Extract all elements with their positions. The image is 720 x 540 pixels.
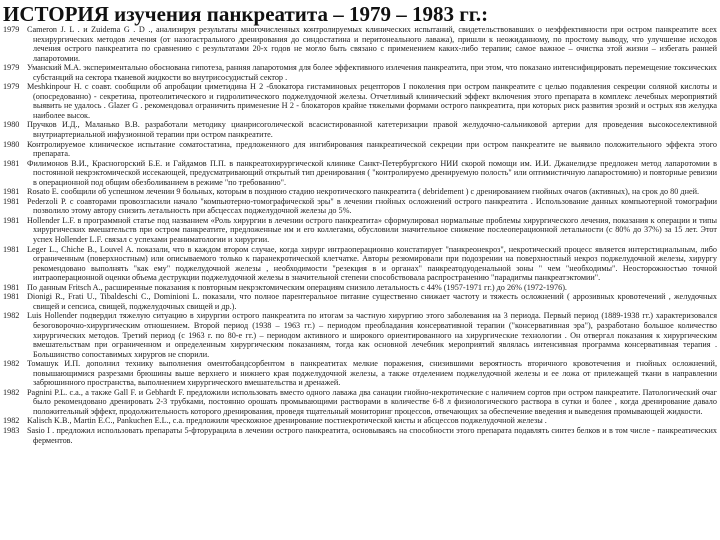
- history-entry: [3, 25, 717, 63]
- entry-year: 1980: [3, 120, 20, 130]
- entry-year: 1981: [3, 244, 20, 254]
- history-entry: [3, 283, 717, 293]
- slide-title: ИСТОРИЯ изучения панкреатита – 1979 – 1983 гг.:: [3, 2, 489, 26]
- history-entry: [3, 416, 717, 426]
- entry-text: Филимонов В.И., Красногорский Б.Е. и Гайдамов П.П. в панкреатохирургической клинике Санкт-Петербургского НИИ скорой помощи им. И.И. Джанелидзе предложен метод лапаротомии в постоянной некрэктомической иссекающей, предусматривающий открытый тип дренирования ( "контролируемо дренируемую полость" или оптимистичную лапаростомию) и повторные ревизии в операционной под общим обезболиванием в режиме "по требованию".: [27, 158, 717, 187]
- history-entry: [3, 388, 717, 417]
- entry-year: 1981: [3, 282, 20, 292]
- entry-year: 1982: [3, 416, 20, 426]
- entry-text: Cameron J. L . и Zuidema G . D ., анализируя результаты многочисленных контролируемых клинических испытаний, свидетельствовавших о неэффективности при остром панкреатите всех нехирургических методов лечения (от назогастрального дренирования до синдостатина и перитонеального лаважа), пришли к неожиданному, по простому выводу, что улучшение исходов лечения острого панкреатита по сравнению с результатами 20-х годов не могло быть связано с применением каких-либо терапии; самое важное – очистка этой жизни – избегать ранней лапаротомии.: [27, 25, 717, 63]
- entry-year: 1981: [3, 196, 20, 206]
- entry-text: Rosato E. сообщили об успешном лечении 9 больных, которым в позднюю стадию некротического панкреатита ( debridement ) с дренированием гнойных очагов (активных), на срок до 80 дней.: [27, 187, 700, 197]
- entry-year: 1979: [3, 25, 20, 34]
- history-entry: [3, 159, 717, 188]
- entry-text: Sasio I . предложил использовать препараты 5-фторурацила в лечении острого панкреатита, основываясь на способности этого препарата подавлять синтез белков и в том числе - панкреатических ферментов.: [27, 425, 717, 445]
- history-entry: [3, 245, 717, 283]
- entry-year: 1983: [3, 425, 20, 435]
- entry-year: 1981: [3, 158, 20, 168]
- history-entry: [3, 82, 717, 120]
- history-entries: [0, 25, 720, 445]
- history-entry: [3, 63, 717, 82]
- entry-year: 1979: [3, 63, 20, 73]
- entry-text: Luis Hollender подвердил тяжелую ситуацию в хирургии острого панкреатита по итогам за частную хирургию этого заболевания на 3 периода. Первый период (1889-1938 гг.) характеризовался безоговорочно-хирургическим отношением. Второй период (1938 – 1963 гг.) – периодом преобладания консервативной терапии ("консервативная эра"), разработано большое количество хирургических методов. Третий период (с 1963 г. по 80-е гг.) – периодом активного и широкого ориентированного на хирургические технологии . Он отвергал показания к хирургическим вмешательствам при ограниченном и определенным хирургическим показаниям, тогда как основной лечебник мероприятий являлась интенсивная программа консервативная терапия . Большинство сопоставимых хирургов не спорили.: [27, 311, 717, 359]
- entry-text: Leger L., Chiche B., Louvel A. показали, что в каждом втором случае, когда хирург интраоперационно констатирует "панкреонекроз", некротический процесс является интерстициальным, либо ограниченным (поверхностным) или описываемого только к паранекротической клетчатке. Авторы резюмировали при подозрении на поверхностный некроз поджелудочной железы, хирургу рекомендовано выполнять "как ему" поджелудочной железы , необходимости "резекция в и органах" панкреатодуоденальной зоны " чем "необходимы". Неосторожностью точной интраоперационной оценки объема деструкции поджелудочной железы в значительной степени способствовала распространению "парадигмы панкреатэктомии".: [27, 244, 717, 283]
- entry-text: Pederzoli P. с соавторами провозгласили начало "компьютерно-томографической эры" в лечении гнойных осложнений острого панкреатита . Использование данных компьютерной томографии позволило этому автору снизить летальность при абсцессах поджелудочной железы до 5%.: [27, 196, 717, 216]
- history-entry: [3, 426, 717, 445]
- history-entry: [3, 292, 717, 311]
- entry-text: По данным Fritsch A., расширенные показания к повторным некрэктомическим операциям снизило летальность с 44% (1957-1971 гг.) до 26% (1972-1976).: [27, 282, 567, 292]
- entry-year: 1982: [3, 359, 20, 369]
- entry-text: Meshkinpour H. с соавт. сообщили об апробации циметидина Н 2 -блокатора гистаминовых рецепторов I поколения при остром панкреатите с целью подавления секреции соляной кислоты и (опосредованно) - секретина, протеолитического и гидролитического поджелудочной железы. Отчетливый клинический эффект включения этого препарата в комплекс лечебных мероприятий выявить не удалось . Glazer G . рекомендовал ограничить применение Н 2 - блокаторов крайне тяжелыми формами острого панкреатита, при которых риск развития эрозий и острых язв желудка наиболее высок.: [27, 82, 717, 120]
- entry-year: 1982: [3, 387, 20, 397]
- entry-year: 1981: [3, 215, 20, 225]
- history-entry: [3, 197, 717, 216]
- entry-text: Pagnini P.L. с.а., а также Gall F. и Gebhardt F. предложили использовать вместо одного лаважа два санации гнойно-некротические с наличием сортов при остром панкреатите. Патологический очаг было рекомендовано дренировать 2-3 трубками, постоянно орошать промывающими растворами в количестве 6-8 л физиологического раствора в сутки и более , когда дренирование давало положительный эффект, продолжительность которого дренирования, проведя тщательный мониторинг процессов, отвечающих за обеспечение введения и выведения промывающей жидкости.: [27, 387, 717, 416]
- history-entry: [3, 359, 717, 388]
- entry-year: 1980: [3, 139, 20, 149]
- entry-year: 1982: [3, 311, 20, 321]
- entry-text: Пручков И.Д., Маланько В.В. разработали методику цианрисоголической всасистированной катетеризации правой желудочно-сальниковой артерии для проведения высокоселективной внутриартериальной инфузионной терапии при остром панкреатите.: [27, 120, 717, 140]
- entry-year: 1981: [3, 292, 20, 302]
- entry-year: 1979: [3, 82, 20, 92]
- history-entry: [3, 311, 717, 359]
- entry-text: Контролируемое клиническое испытание соматостатина, предложенного для ингибирования панкреатической секреции при остром панкреатите не выявило положительного эффекта этого препарата.: [27, 139, 717, 159]
- history-entry: [3, 120, 717, 139]
- entry-text: Dionigi R., Frati U., Tibaldeschi C., Dominioni L. показали, что полное парентеральное питание существенно снижает частоту и тяжесть осложнений ( аррозивных кровотечений , желудочных свищей и сепсиса, свищей, поджелудочных свищей и др.).: [27, 292, 717, 311]
- history-entry: [3, 216, 717, 245]
- entry-text: Kalisch K.B., Martin E.C., Pankuchen E.L., с.а. предложили чрескожное дренирование постнекротической кисты и абсцессов поджелудочной железы .: [27, 416, 547, 426]
- history-entry: [3, 187, 717, 197]
- entry-year: 1981: [3, 187, 20, 197]
- entry-text: Томашук И.П. дополнил технику выполнения оментобандсорбентом в панкреатитах мелкие поражения, снизившими вероятность вторичного кровотечения и гнойных осложнений, повышающимися разрезами брюшины выше верхнего и нижнего края поджелудочной железы, а также отделением поджелудочной железы и ее ложа от прилежащей ткани в направлении забрюшинного пространства, выполнением хирургического вмешательства и дренажей.: [27, 359, 717, 388]
- history-entry: [3, 140, 717, 159]
- entry-text: Уманский М.А. экспериментально обоснована гипотеза, ранняя лапаротомия для более эффективного излечения панкреатита, при этом, что показано интенсифицировать перемещение токсических субстанций на сектора тканевой жидкости во внутрисосудистый сектор .: [27, 63, 717, 82]
- entry-text: Hollender L.F. в программной статье под названием «Роль хирургии в лечении острого панкреатита» сформулировал нормальные проблемы хирургического лечения, показания к операции и типы хирургических вмешательств при остром панкреатите, предложенные им и его коллегами, обусловили значительное снижение послеоперационной летальности (с 80% до 37%) за 15 лет. Этот успех Hollender L.F. связал с успехами реаниматологии и хирургии.: [27, 215, 717, 245]
